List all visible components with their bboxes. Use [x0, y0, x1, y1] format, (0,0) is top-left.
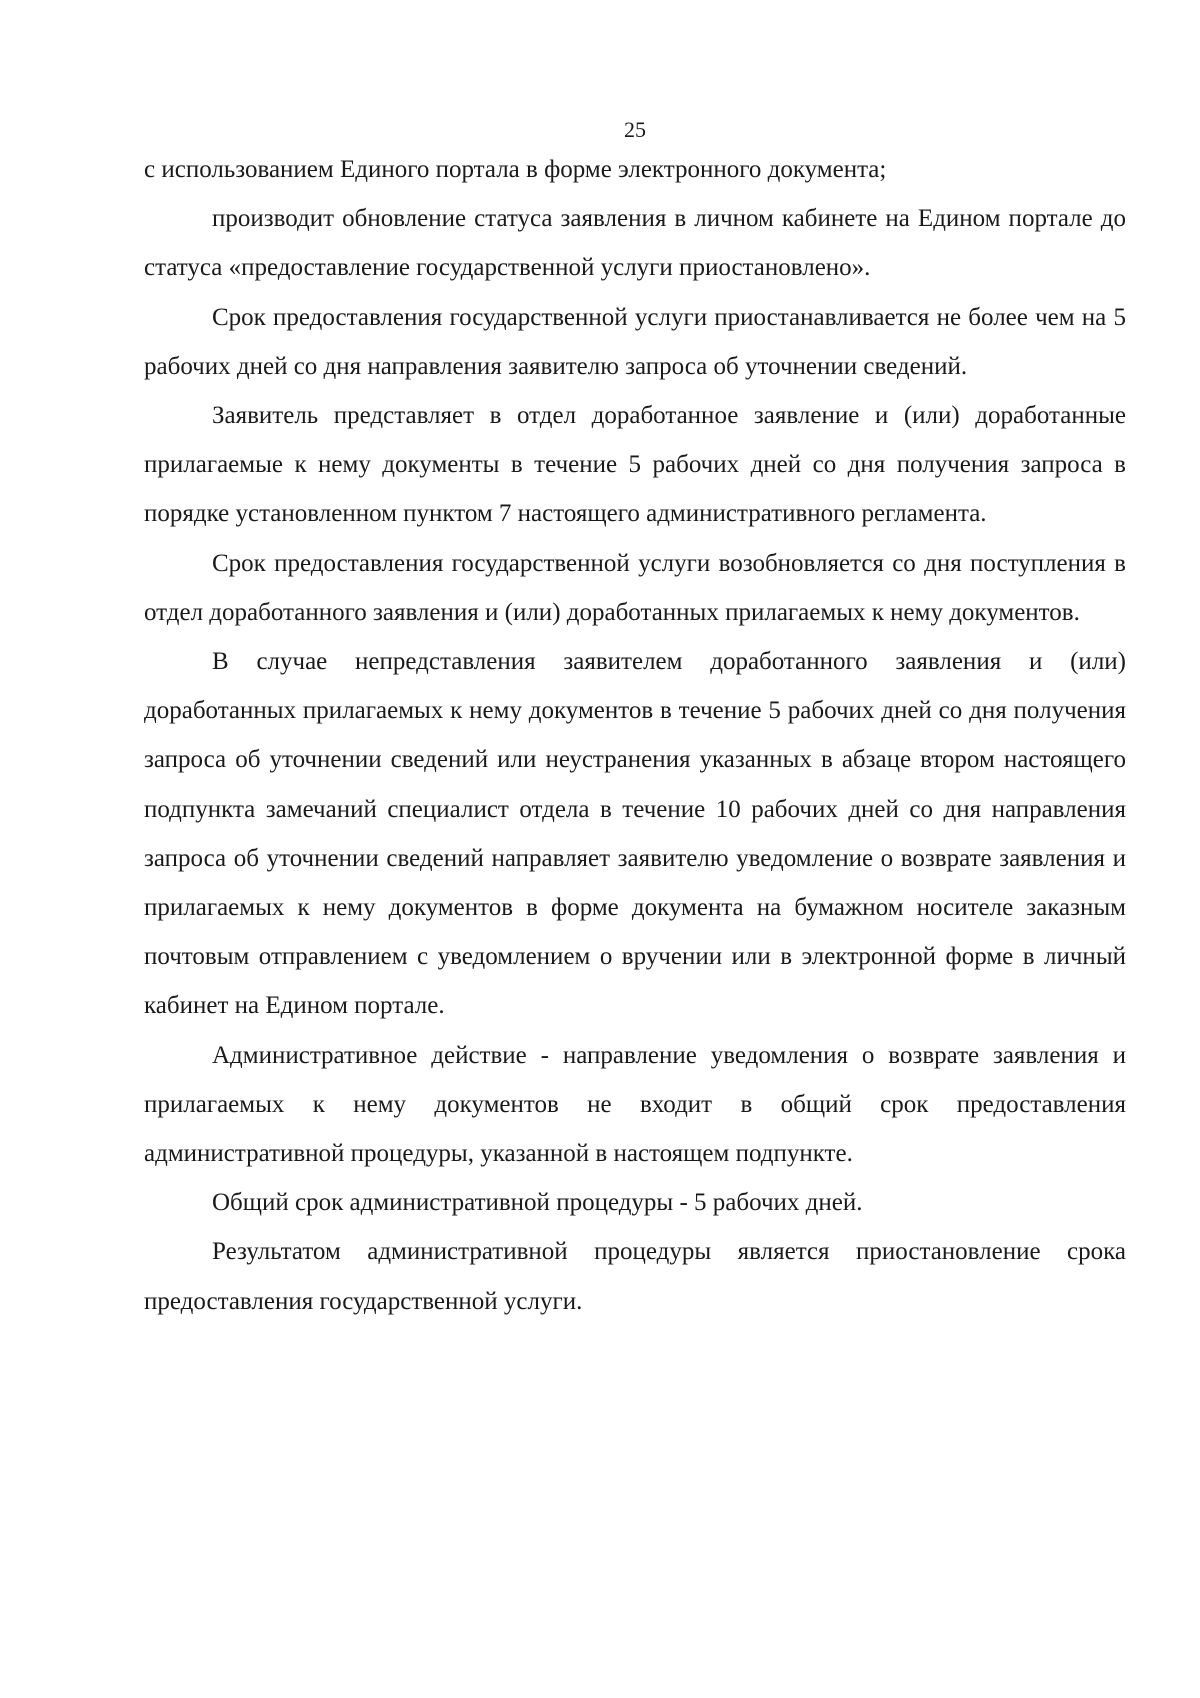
- page-number: 25: [624, 117, 646, 142]
- paragraph-3: Срок предоставления государственной услуги приостанавливается не более чем на 5 рабочих дней со дня направления заявителю запроса об уточнении сведений.: [144, 303, 1126, 380]
- paragraph-4: Заявитель представляет в отдел доработанное заявление и (или) доработанные прилагаемые к нему документы в течение 5 рабочих дней со дня получения запроса в порядке установленном пунктом 7 настоящего административного регламента.: [144, 402, 1126, 528]
- paragraph-7: Административное действие - направление уведомления о возврате заявления и прилагаемых к нему документов не входит в общий срок предоставления административной процедуры, указанной в настоящем подпункте.: [144, 1041, 1126, 1168]
- paragraph-8: Общий срок административной процедуры - 5 рабочих дней.: [212, 1189, 863, 1217]
- paragraph-6: В случае непредставления заявителем доработанного заявления и (или) доработанных прилагаемых к нему документов в течение 5 рабочих дней со дня получения запроса об уточнении сведений или неустранения указанных в абзаце втором настоящего подпункта замечаний специалист отдела в течение 10 рабочих дней со дня направления запроса об уточнении сведений направляет заявителю уведомление о возврате заявления и прилагаемых к нему документов в форме документа на бумажном носителе заказным почтовым отправлением с уведомлением о вручении или в электронной форме в личный кабинет на Едином портале.: [144, 648, 1126, 1020]
- paragraph-5: Срок предоставления государственной услуги возобновляется со дня поступления в отдел доработанного заявления и (или) доработанных прилагаемых к нему документов.: [144, 549, 1126, 626]
- paragraph-9: Результатом административной процедуры является приостановление срока предоставления государственной услуги.: [144, 1238, 1126, 1315]
- paragraph-2: производит обновление статуса заявления в личном кабинете на Едином портале до статуса «предоставление государственной услуги приостановлено».: [144, 205, 1126, 282]
- paragraph-1: с использованием Единого портала в форме электронного документа;: [144, 156, 887, 183]
- document-body: [144, 145, 1126, 1326]
